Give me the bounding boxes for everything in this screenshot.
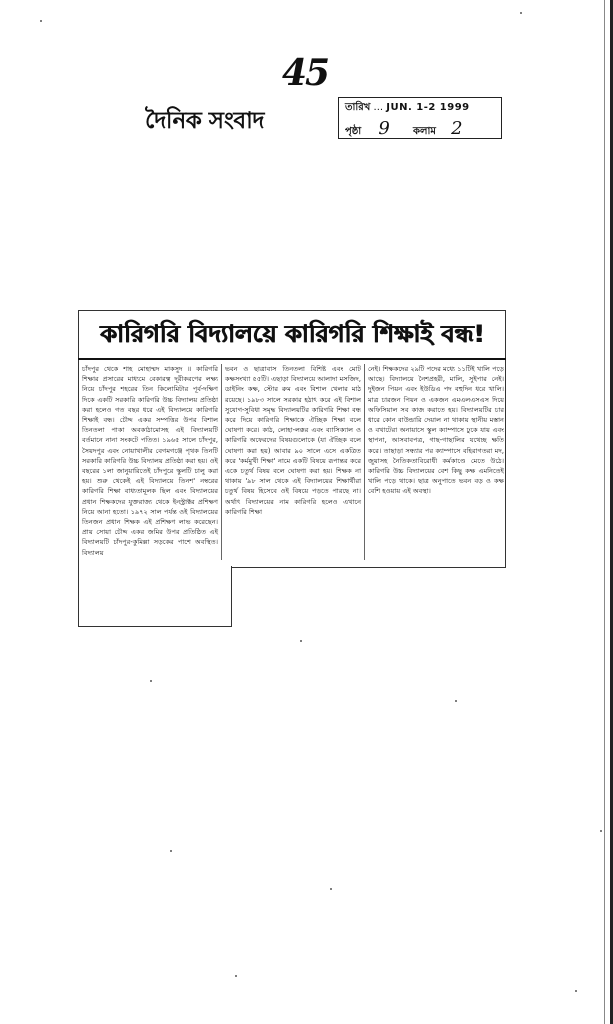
stamp-page-row bbox=[345, 118, 463, 141]
article-column-2 bbox=[225, 364, 361, 560]
article-body bbox=[82, 364, 504, 560]
article-column-1-text: চাঁদপুর থেকে শাহ মোহাম্মদ মাকসুদ ॥ কারিগরি শিক্ষার প্রসারের মাধ্যমে বেকারত্ব দূরীকরণের লক্ষ্য নিয়ে চাঁদপুর শহরের তিন কিলোমিটার পূর্ব-দক্ষিণ দিকে একটি সরকারি কারিগরি উচ্চ বিদ্যালয় প্রতিষ্ঠা করা হলেও গত বছর ধরে এই বিদ্যালয়ে কারিগরি শিক্ষাই বন্ধ। চৌদ্দ একর সম্পত্তির উপর বিশাল তিনতলা পাকা অবকাঠামোসহ এই বিদ্যালয়টি বর্তমানে নানা সংকটে পতিত। ১৯৬৫ সালে চাঁদপুর, সৈয়দপুর এবং নোয়াখালীর বেগমগঞ্জে পৃথক তিনটি সরকারি কারিগরি উচ্চ বিদ্যালয় প্রতিষ্ঠা করা হয়। ওই বছরের ১লা জানুয়ারিতেই চাঁদপুরে স্কুলটি চালু করা হয়। শুরু থেকেই এই বিদ্যালয়ে তিনশ' নম্বরের কারিগরি শিক্ষা বাধ্যতামূলক ছিল এবং বিদ্যালয়ের প্রধান শিক্ষকদের যুক্তরাজ্য থেকে ইনস্ট্রাক্টর প্রশিক্ষণ নিয়ে আনা হতো। ১৯৭২ সাল পর্যন্ত ওই বিদ্যালয়ের তিনজন প্রধান শিক্ষক এই প্রশিক্ষণ লাভ করেছেন। প্রায় সোয়া চৌদ্দ একর জমির উপর প্রতিষ্ঠিত এই বিদ্যালয়টি চাঁদপুর-কুমিল্লা সড়কের পাশে অবস্থিত। বিদ্যালয় bbox=[82, 365, 218, 557]
date-stamp bbox=[338, 97, 502, 139]
newspaper-clipping bbox=[78, 310, 506, 568]
article-column-3 bbox=[368, 364, 504, 496]
page-edge-line bbox=[604, 0, 605, 1024]
newspaper-name: দৈনিক সংবাদ bbox=[145, 108, 264, 134]
stamp-page-value: 9 bbox=[378, 118, 390, 139]
article-column-1 bbox=[82, 364, 218, 624]
column-divider bbox=[364, 364, 365, 560]
stamp-column-value: 2 bbox=[451, 118, 463, 139]
column-divider bbox=[221, 364, 222, 560]
stamp-date-row: তারিখ ... JUN. 1-2 1999 bbox=[345, 102, 470, 113]
stamp-column-label: কলাম bbox=[413, 126, 436, 137]
clipping-number: 45 bbox=[282, 52, 329, 94]
article-column-2-text: ভবন ও ছাত্রাবাস তিনতলা বিশিষ্ট এবং মোট কক্ষসংখ্যা ৫৫টি। এছাড়া বিদ্যালয়ে আলাদা মসজিদ, ডাইনিং কক্ষ, স্টোর রুম এবং বিশাল খেলার মাঠ রয়েছে। ১৯৮৩ সালে সরকার হঠাৎ করে এই বিশাল সুযোগ-সুবিধা সমৃদ্ধ বিদ্যালয়টির কারিগরি শিক্ষা বন্ধ করে দিয়ে কারিগরি শিক্ষাকে ঐচ্ছিক শিক্ষা বলে ঘোষণা করে। কাঠ, লোহা-লক্কর এবং ব্যাসিক্যাল ও কারিগরি অফেরদের বিষয়গুলোকে (যা ঐচ্ছিক বলে ঘোষণা করা হয়) আবার ৯০ সালে এসে একত্রিত করে 'কর্মমুখী শিক্ষা' নামে একটি বিষয়ে রূপান্তর করে একে চতুর্থ বিষয় বলে ঘোষণা করা হয়। শিক্ষক না থাকায় '৯৮ সাল থেকে এই বিদ্যালয়ের শিক্ষার্থীরা চতুর্থ বিষয় হিসেবে ওই বিষয়ে পড়তে পারছে না। অর্থাৎ বিদ্যালয়ের নাম কারিগরি হলেও এখানে কারিগরি শিক্ষা bbox=[225, 365, 361, 516]
article-headline: কারিগরি বিদ্যালয়ে কারিগরি শিক্ষাই বন্ধ! bbox=[78, 310, 506, 360]
stamp-date-label: তারিখ bbox=[345, 102, 371, 113]
stamp-page-label: পৃষ্ঠা bbox=[345, 126, 362, 137]
stamp-date-value: JUN. 1-2 1999 bbox=[386, 102, 470, 113]
article-column-3-text: নেই। শিক্ষকদের ২৯টি পদের মধ্যে ১১টিই খালি পড়ে আছে। বিদ্যালয়ে নৈশপ্রহরী, মালি, সুইপার নেই। দুইজন পিয়ন এবং ইউডিএ পদ বহুদিন ধরে খালি। মাত্র চারজন পিয়ন ও একজন এমএলএসএস দিয়ে অফিসিয়াল সব কাজ করাতে হয়। বিদ্যালয়টির চার ধারে কোন বাউন্ডারি দেয়াল না থাকায় স্থানীয় মস্তান ও বখাটেরা অনায়াসে স্কুল ক্যাম্পাসে ঢুকে যায় এবং স্থাপনা, আসবাবপত্র, গাছ-গাছালির যথেচ্ছ ক্ষতি করে। তাছাড়া সন্ধ্যার পর ক্যাম্পাসে বহিরাগতরা মদ, জুয়াসহ নৈতিকতাবিরোধী কর্মকাণ্ডে মেতে উঠে। কারিগরি উচ্চ বিদ্যালয়ের বেশ কিছু কক্ষ এমনিতেই খালি পড়ে থাকে। ছাত্র অনুপাতে ভবন বড় ও কক্ষ বেশি হওয়ায় এই অবস্থা। bbox=[368, 365, 504, 496]
